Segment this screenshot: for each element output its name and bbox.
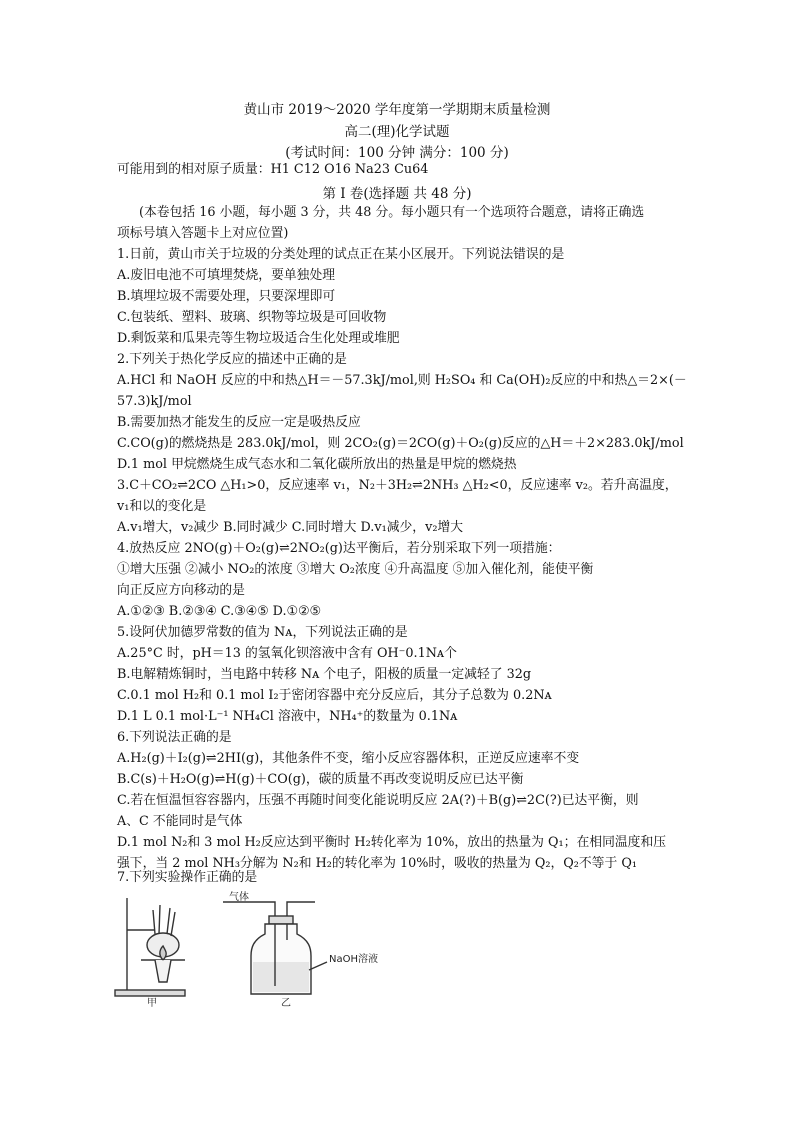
- q5-option-b: B.电解精炼铜时，当电路中转移 Nᴀ 个电子，阳极的质量一定减轻了 32g: [117, 667, 532, 682]
- q7-stem: 7.下列实验操作正确的是: [117, 870, 258, 885]
- q2-option-a-line2: 57.3)kJ/mol: [117, 394, 192, 409]
- label-yi: 乙: [281, 998, 291, 1008]
- q2-option-c: C.CO(g)的燃烧热是 283.0kJ/mol，则 2CO₂(g)＝2CO(g)＋O₂(g)反应的△H＝＋2×283.0kJ/mol: [117, 436, 684, 451]
- q6-option-d-line1: D.1 mol N₂和 3 mol H₂反应达到平衡时 H₂转化率为 10%，放出的热量为 Q₁；在相同温度和压: [117, 835, 667, 850]
- apparatus-drawing: [105, 890, 405, 1008]
- q3-options: A.v₁增大，v₂减少 B.同时减少 C.同时增大 D.v₁减少，v₂增大: [117, 520, 464, 535]
- apparatus-figure: [105, 890, 405, 1008]
- exam-subtitle: 高二(理)化学试题: [344, 124, 450, 140]
- apparatus-yi: [223, 902, 327, 994]
- atomic-mass-info: 可能用到的相对原子质量：H1 C12 O16 Na23 Cu64: [117, 162, 429, 177]
- q1-option-d: D.剩饭菜和瓜果壳等生物垃圾适合生化处理或堆肥: [117, 331, 400, 346]
- q6-option-c-line1: C.若在恒温恒容容器内，压强不再随时间变化能说明反应 2A(?)＋B(g)⇌2C(?)已达平衡，则: [117, 793, 639, 808]
- q6-option-b: B.C(s)＋H₂O(g)⇌H(g)＋CO(g)，碳的质量不再改变说明反应已达平衡: [117, 772, 524, 787]
- q6-option-d-line2: 强下，当 2 mol NH₃分解为 N₂和 H₂的转化率为 10%时，吸收的热量为 Q₂，Q₂不等于 Q₁: [117, 856, 637, 871]
- exam-title: 黄山市 2019～2020 学年度第一学期期末质量检测: [243, 102, 551, 118]
- exam-time-info: (考试时间：100 分钟 满分：100 分): [285, 145, 509, 161]
- section-title: 第 I 卷(选择题 共 48 分): [322, 186, 472, 202]
- q2-stem: 2.下列关于热化学反应的描述中正确的是: [117, 352, 347, 367]
- q4-stem-line3: 向正反应方向移动的是: [117, 583, 245, 598]
- q4-options: A.①②③ B.②③④ C.③④⑤ D.①②⑤: [117, 604, 321, 619]
- label-gas: 气体: [229, 892, 249, 903]
- q3-stem-line2: v₁和以的变化是: [117, 499, 207, 514]
- q3-stem-line1: 3.C＋CO₂⇌2CO △H₁>0，反应速率 v₁，N₂＋3H₂⇌2NH₃ △H₂<0，反应速率 v₂。若升高温度，: [117, 478, 678, 493]
- q6-option-c-line2: A、C 不能同时是气体: [117, 814, 243, 829]
- q4-measures: ①增大压强 ②减小 NO₂的浓度 ③增大 O₂浓度 ④升高温度 ⑤加入催化剂，能使平衡: [117, 562, 594, 577]
- q1-option-b: B.填埋垃圾不需要处理，只要深埋即可: [117, 289, 336, 304]
- q5-option-c: C.0.1 mol H₂和 0.1 mol I₂于密闭容器中充分反应后，其分子总数为 0.2Nᴀ: [117, 688, 552, 703]
- instructions-line-1: (本卷包括 16 小题，每小题 3 分，共 48 分。每小题只有一个选项符合题意，请将正确选: [139, 205, 645, 220]
- q2-option-b: B.需要加热才能发生的反应一定是吸热反应: [117, 415, 361, 430]
- apparatus-jia: [115, 898, 185, 996]
- q6-option-a: A.H₂(g)＋I₂(g)⇌2HI(g)，其他条件不变，缩小反应容器体积，正逆反应速率不变: [117, 751, 580, 766]
- instructions-line-2: 项标号填入答题卡上对应位置): [117, 226, 289, 241]
- q2-option-a-line1: A.HCl 和 NaOH 反应的中和热△H＝－57.3kJ/mol,则 H₂SO₄ 和 Ca(OH)₂反应的中和热△＝2×(－: [117, 373, 687, 388]
- label-naoh-solution: NaOH溶液: [329, 954, 378, 965]
- q1-option-a: A.废旧电池不可填埋焚烧，要单独处理: [117, 268, 336, 283]
- q6-stem: 6.下列说法正确的是: [117, 730, 232, 745]
- q2-option-d: D.1 mol 甲烷燃烧生成气态水和二氧化碳所放出的热量是甲烷的燃烧热: [117, 457, 517, 472]
- q4-stem: 4.放热反应 2NO(g)＋O₂(g)⇌2NO₂(g)达平衡后，若分别采取下列一项措施：: [117, 541, 561, 556]
- q1-stem: 1.日前，黄山市关于垃圾的分类处理的试点正在某小区展开。下列说法错误的是: [117, 247, 565, 262]
- q5-option-a: A.25°C 时，pH＝13 的氢氧化钡溶液中含有 OH⁻0.1Nᴀ个: [117, 646, 457, 661]
- q5-option-d: D.1 L 0.1 mol·L⁻¹ NH₄Cl 溶液中，NH₄⁺的数量为 0.1Nᴀ: [117, 709, 458, 724]
- q5-stem: 5.设阿伏加德罗常数的值为 Nᴀ，下列说法正确的是: [117, 625, 408, 640]
- label-jia: 甲: [147, 998, 157, 1008]
- q1-option-c: C.包装纸、塑料、玻璃、织物等垃圾是可回收物: [117, 310, 387, 325]
